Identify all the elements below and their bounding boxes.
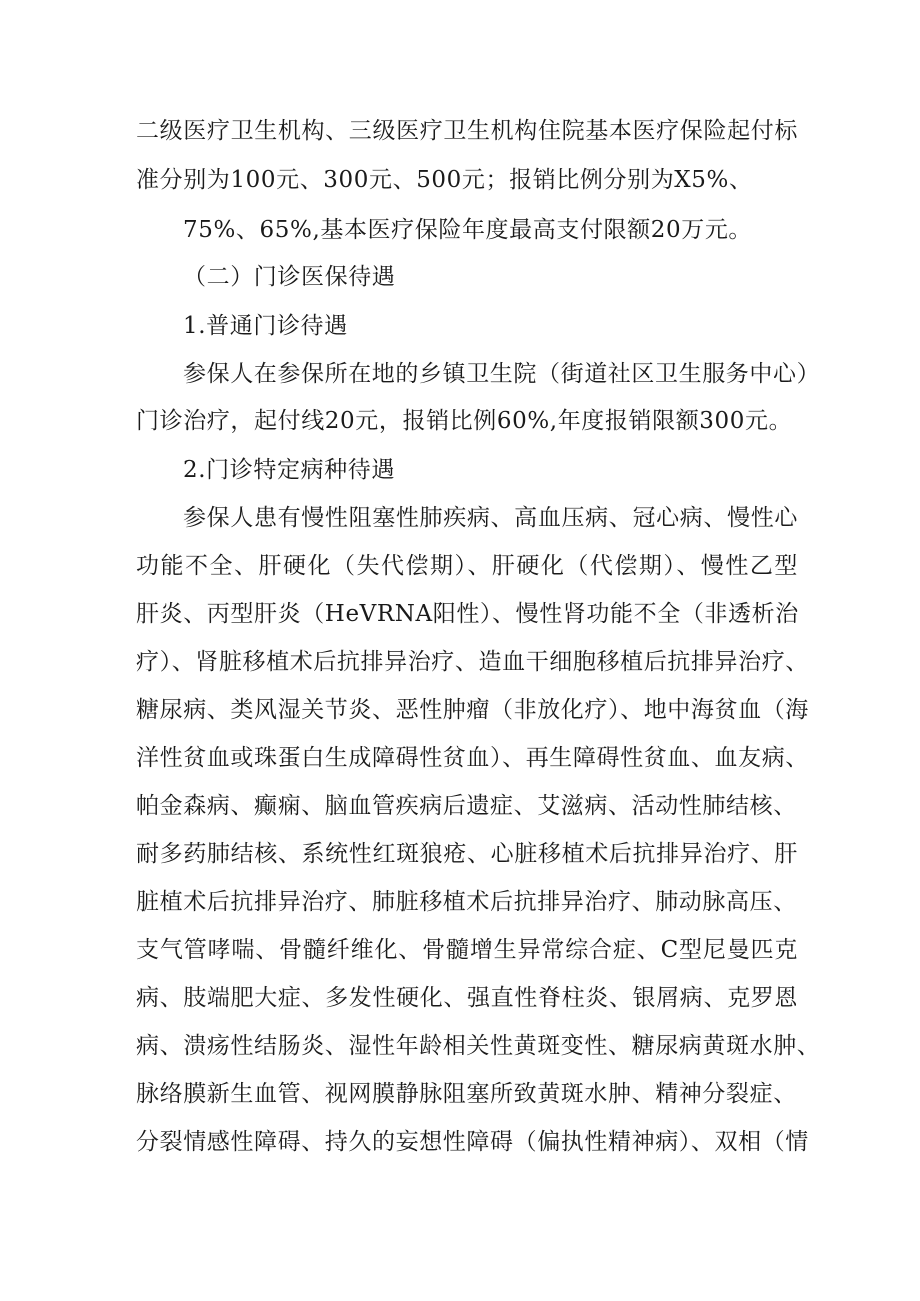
- body-text-line: 病、肢端肥大症、多发性硬化、强直性脊柱炎、银屑病、克罗恩: [136, 985, 798, 1011]
- body-text-line: 参保人患有慢性阻塞性肺疾病、高血压病、冠心病、慢性心: [183, 505, 798, 531]
- section-heading: （二）门诊医保待遇: [183, 264, 396, 290]
- body-text-line: 功能不全、肝硬化（失代偿期）、肝硬化（代偿期）、慢性乙型: [136, 553, 798, 579]
- body-text-line: 门诊治疗，起付线20元，报销比例60%,年度报销限额300元。: [136, 408, 793, 434]
- body-text-line: 耐多药肺结核、系统性红斑狼疮、心脏移植术后抗排异治疗、肝: [136, 841, 798, 867]
- body-text-line: 准分别为100元、300元、500元；报销比例分别为X5%、: [136, 167, 753, 193]
- subsection-heading: 1.普通门诊待遇: [183, 313, 348, 339]
- body-text-line: 脉络膜新生血管、视网膜静脉阻塞所致黄斑水肿、精神分裂症、: [136, 1081, 797, 1107]
- body-text-line: 洋性贫血或珠蛋白生成障碍性贫血）、再生障碍性贫血、血友病、: [136, 745, 809, 771]
- body-text-line: 疗）、肾脏移植术后抗排异治疗、造血干细胞移植后抗排异治疗、: [136, 649, 809, 675]
- body-text-line: 肝炎、丙型肝炎（HeVRNA阳性）、慢性肾功能不全（非透析治: [136, 601, 799, 627]
- body-text-line: 二级医疗卫生机构、三级医疗卫生机构住院基本医疗保险起付标: [136, 118, 798, 144]
- body-text-line: 支气管哮喘、骨髓纤维化、骨髓增生异常综合症、C型尼曼匹克: [136, 937, 798, 963]
- body-text-line: 75%、65%,基本医疗保险年度最高支付限额20万元。: [183, 217, 753, 243]
- subsection-heading: 2.门诊特定病种待遇: [183, 457, 395, 483]
- body-text-line: 糖尿病、类风湿关节炎、恶性肿瘤（非放化疗）、地中海贫血（海: [136, 697, 809, 723]
- body-text-line: 病、溃疡性结肠炎、湿性年龄相关性黄斑变性、糖尿病黄斑水肿、: [136, 1033, 821, 1059]
- body-text-line: 参保人在参保所在地的乡镇卫生院（街道社区卫生服务中心）: [183, 361, 821, 387]
- body-text-line: 脏植术后抗排异治疗、肺脏移植术后抗排异治疗、肺动脉高压、: [136, 889, 797, 915]
- body-text-line: 帕金森病、癫痫、脑血管疾病后遗症、艾滋病、活动性肺结核、: [136, 793, 797, 819]
- body-text-line: 分裂情感性障碍、持久的妄想性障碍（偏执性精神病）、双相（情: [136, 1129, 809, 1155]
